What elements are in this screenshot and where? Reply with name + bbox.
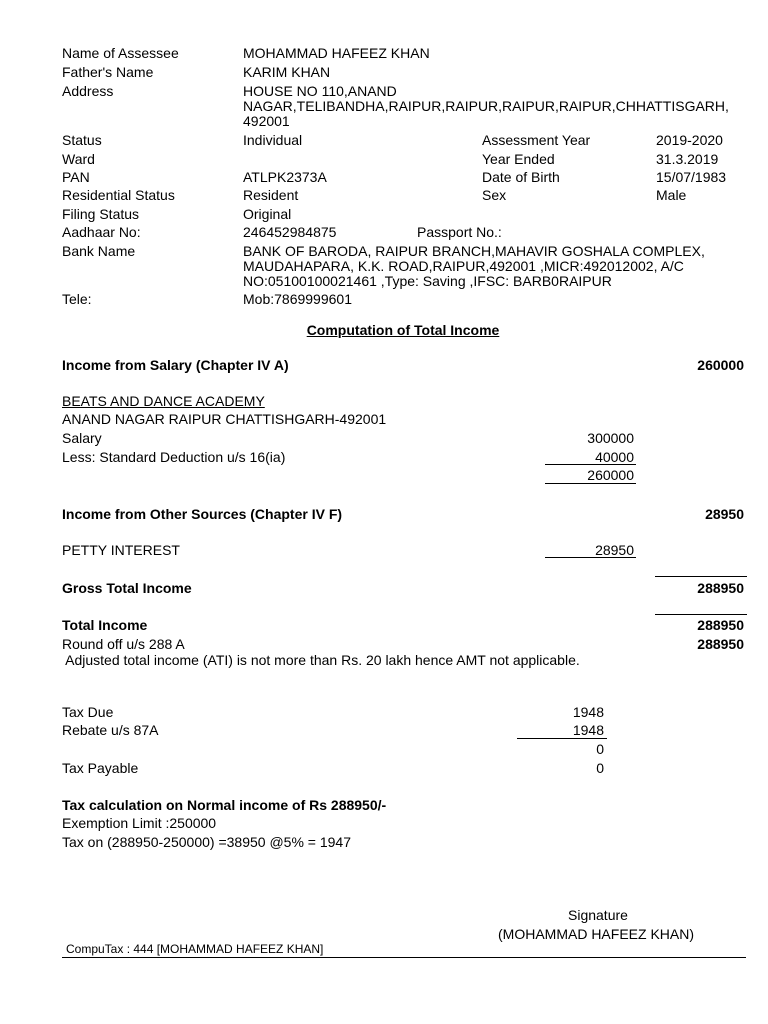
pan-value: ATLPK2373A	[243, 169, 327, 185]
round-off-label: Round off u/s 288 A	[62, 636, 185, 652]
rule-line	[545, 483, 636, 484]
passport-label: Passport No.:	[417, 224, 502, 240]
name-label: Name of Assessee	[62, 45, 179, 61]
ward-label: Ward	[62, 151, 95, 167]
signature-label: Signature	[568, 907, 628, 923]
signature-name: (MOHAMMAD HAFEEZ KHAN)	[498, 926, 694, 942]
rule-line	[655, 614, 747, 615]
tax-due-value: 1948	[572, 704, 604, 720]
address-line-2: NAGAR,TELIBANDHA,RAIPUR,RAIPUR,RAIPUR,RAIPUR,CHHATTISGARH,	[243, 98, 729, 114]
std-deduction-value: 40000	[595, 449, 634, 465]
bank-label: Bank Name	[62, 243, 136, 259]
std-deduction-label: Less: Standard Deduction u/s 16(ia)	[62, 449, 286, 465]
employer-name: BEATS AND DANCE ACADEMY	[62, 393, 265, 409]
assessment-year-label: Assessment Year	[482, 132, 591, 148]
dob-value: 15/07/1983	[656, 169, 727, 185]
dob-label: Date of Birth	[482, 169, 560, 185]
amt-note: Adjusted total income (ATI) is not more than Rs. 20 lakh hence AMT not applicable.	[62, 652, 580, 668]
tele-label: Tele:	[62, 291, 92, 307]
footer-text: CompuTax : 444 [MOHAMMAD HAFEEZ KHAN]	[66, 942, 324, 956]
residential-status-label: Residential Status	[62, 187, 175, 203]
sex-label: Sex	[482, 187, 507, 203]
gross-total-income-value: 288950	[697, 580, 744, 596]
total-income-label: Total Income	[62, 617, 148, 633]
footer-rule	[62, 957, 746, 958]
pan-label: PAN	[62, 169, 90, 185]
tax-net-value: 0	[596, 741, 604, 757]
aadhaar-value: 246452984875	[243, 224, 337, 240]
salary-total: 260000	[697, 357, 744, 373]
residential-status-value: Resident	[243, 187, 299, 203]
salary-label: Salary	[62, 430, 102, 446]
tax-payable-value: 0	[596, 760, 604, 776]
filing-status-label: Filing Status	[62, 206, 140, 222]
rule-line	[545, 557, 636, 558]
total-income-value: 288950	[697, 617, 744, 633]
bank-line-3: NO:05100100021461 ,Type: Saving ,IFSC: BARB0RAIPUR	[243, 273, 612, 289]
round-off-value: 288950	[697, 636, 744, 652]
tax-calc-heading: Tax calculation on Normal income of Rs 288950/-	[62, 797, 387, 813]
bank-line-2: MAUDAHAPARA, K.K. ROAD,RAIPUR,492001 ,MICR:492012002, A/C	[243, 258, 684, 274]
assessment-year-value: 2019-2020	[656, 132, 723, 148]
assessee-name: MOHAMMAD HAFEEZ KHAN	[243, 45, 430, 61]
rule-line	[545, 464, 636, 465]
sex-value: Male	[656, 187, 687, 203]
address-line-3: 492001	[243, 113, 290, 129]
tax-payable-label: Tax Payable	[62, 760, 139, 776]
computation-title: Computation of Total Income	[306, 322, 500, 338]
salary-heading: Income from Salary (Chapter IV A)	[62, 357, 289, 373]
tax-due-label: Tax Due	[62, 704, 114, 720]
gross-total-income-label: Gross Total Income	[62, 580, 192, 596]
other-sources-total: 28950	[705, 506, 744, 522]
other-sources-heading: Income from Other Sources (Chapter IV F)	[62, 506, 343, 522]
year-ended-label: Year Ended	[482, 151, 555, 167]
rebate-label: Rebate u/s 87A	[62, 722, 159, 738]
salary-net-value: 260000	[587, 467, 634, 483]
status-value: Individual	[243, 132, 303, 148]
bank-line-1: BANK OF BARODA, RAIPUR BRANCH,MAHAVIR GOSHALA COMPLEX,	[243, 243, 705, 259]
filing-status-value: Original	[243, 206, 292, 222]
employer-address: ANAND NAGAR RAIPUR CHATTISHGARH-492001	[62, 411, 387, 427]
petty-interest-label: PETTY INTEREST	[62, 542, 180, 558]
tele-value: Mob:7869999601	[243, 291, 352, 307]
exemption-limit: Exemption Limit :250000	[62, 815, 217, 831]
petty-interest-value: 28950	[595, 542, 634, 558]
tax-on-line: Tax on (288950-250000) =38950 @5% = 1947	[62, 834, 351, 850]
status-label: Status	[62, 132, 102, 148]
rebate-value: 1948	[572, 722, 604, 738]
address-line-1: HOUSE NO 110,ANAND	[243, 83, 397, 99]
father-label: Father's Name	[62, 64, 154, 80]
address-label: Address	[62, 83, 114, 99]
rule-line	[655, 576, 747, 577]
rule-line	[517, 738, 607, 739]
father-name: KARIM KHAN	[243, 64, 331, 80]
salary-value: 300000	[587, 430, 634, 446]
year-ended-value: 31.3.2019	[656, 151, 719, 167]
aadhaar-label: Aadhaar No:	[62, 224, 141, 240]
